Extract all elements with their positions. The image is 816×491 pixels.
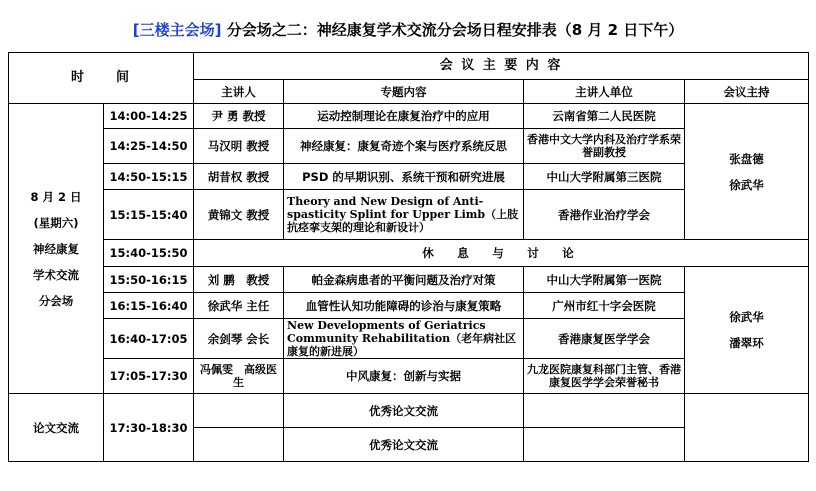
header-host: 会议主持 bbox=[685, 80, 809, 104]
unit-cell: 九龙医院康复科部门主管、香港康复医学学会荣誉秘书 bbox=[524, 359, 685, 394]
time-cell: 14:25-14:50 bbox=[104, 129, 194, 164]
unit-cell bbox=[524, 428, 685, 462]
topic-cell: New Developments of Geriatrics Community Rehabilitation（老年病社区康复的新进展） bbox=[284, 319, 524, 359]
session-line: (星期六) bbox=[33, 215, 79, 230]
unit-cell: 中山大学附属第一医院 bbox=[524, 267, 685, 293]
header-unit: 主讲人单位 bbox=[524, 80, 685, 104]
break-cell: 休 息 与 讨 论 bbox=[194, 240, 809, 267]
unit-cell: 广州市红十字会医院 bbox=[524, 293, 685, 319]
session-line: 分会场 bbox=[38, 293, 74, 308]
speaker-cell: 刘 鹏 教授 bbox=[194, 267, 284, 293]
host-cell bbox=[685, 394, 809, 462]
paper-label: 论文交流 bbox=[9, 394, 104, 462]
time-cell: 16:40-17:05 bbox=[104, 319, 194, 359]
page-title bbox=[0, 20, 816, 40]
topic-cell: 中风康复：创新与实据 bbox=[284, 359, 524, 394]
title-text: 分会场之二：神经康复学术交流分会场日程安排表（8 月 2 日下午） bbox=[226, 21, 684, 39]
unit-cell: 云南省第二人民医院 bbox=[524, 104, 685, 129]
speaker-cell: 余剑琴 会长 bbox=[194, 319, 284, 359]
table-row bbox=[9, 394, 809, 428]
header-speaker: 主讲人 bbox=[194, 80, 284, 104]
unit-cell: 香港中文大学内科及治疗学系荣誉副教授 bbox=[524, 129, 685, 164]
topic-cell: 神经康复：康复奇迹个案与医疗系统反思 bbox=[284, 129, 524, 164]
header-main-content: 会 议 主 要 内 容 bbox=[194, 53, 809, 80]
time-cell: 16:15-16:40 bbox=[104, 293, 194, 319]
host-name: 张盘德 bbox=[729, 151, 764, 166]
host-name: 潘翠环 bbox=[729, 336, 764, 350]
topic-cell: 优秀论文交流 bbox=[284, 394, 524, 428]
table-row bbox=[9, 240, 809, 267]
unit-cell bbox=[524, 394, 685, 428]
header-time: 时 间 bbox=[9, 53, 194, 104]
time-cell: 17:05-17:30 bbox=[104, 359, 194, 394]
speaker-cell: 胡昔权 教授 bbox=[194, 164, 284, 190]
speaker-cell bbox=[194, 394, 284, 428]
topic-cell: 血管性认知功能障碍的诊治与康复策略 bbox=[284, 293, 524, 319]
topic-cell: PSD 的早期识别、系统干预和研究进展 bbox=[284, 164, 524, 190]
time-cell: 15:50-16:15 bbox=[104, 267, 194, 293]
time-cell: 15:40-15:50 bbox=[104, 240, 194, 267]
unit-cell: 中山大学附属第三医院 bbox=[524, 164, 685, 190]
time-cell: 14:00-14:25 bbox=[104, 104, 194, 129]
time-cell: 15:15-15:40 bbox=[104, 190, 194, 240]
schedule-table bbox=[8, 52, 809, 462]
speaker-cell: 尹 勇 教授 bbox=[194, 104, 284, 129]
speaker-cell: 徐武华 主任 bbox=[194, 293, 284, 319]
time-cell: 17:30-18:30 bbox=[104, 394, 194, 462]
topic-cell: 优秀论文交流 bbox=[284, 428, 524, 462]
unit-cell: 香港康复医学学会 bbox=[524, 319, 685, 359]
speaker-cell: 黄锦文 教授 bbox=[194, 190, 284, 240]
host-name: 徐武华 bbox=[729, 310, 764, 324]
session-line: 神经康复 bbox=[33, 241, 79, 256]
topic-cell: 运动控制理论在康复治疗中的应用 bbox=[284, 104, 524, 129]
header-row-1 bbox=[9, 53, 809, 80]
session-line: 学术交流 bbox=[33, 267, 79, 282]
speaker-cell: 马汉明 教授 bbox=[194, 129, 284, 164]
time-cell: 14:50-15:15 bbox=[104, 164, 194, 190]
speaker-cell: 冯佩雯 高级医生 bbox=[194, 359, 284, 394]
session-cell bbox=[9, 104, 104, 394]
venue-label: [三楼主会场] bbox=[132, 21, 222, 39]
header-topic: 专题内容 bbox=[284, 80, 524, 104]
table-row bbox=[9, 104, 809, 129]
topic-cell: 帕金森病患者的平衡问题及治疗对策 bbox=[284, 267, 524, 293]
topic-cell: Theory and New Design of Anti-spasticity Splint for Upper Limb（上肢抗痉挛支架的理论和新设计） bbox=[284, 190, 524, 240]
host-cell bbox=[685, 104, 809, 240]
host-name: 徐武华 bbox=[729, 177, 764, 192]
host-cell bbox=[685, 267, 809, 394]
session-line: 8 月 2 日 bbox=[30, 189, 82, 204]
speaker-cell bbox=[194, 428, 284, 462]
table-row bbox=[9, 267, 809, 293]
unit-cell: 香港作业治疗学会 bbox=[524, 190, 685, 240]
